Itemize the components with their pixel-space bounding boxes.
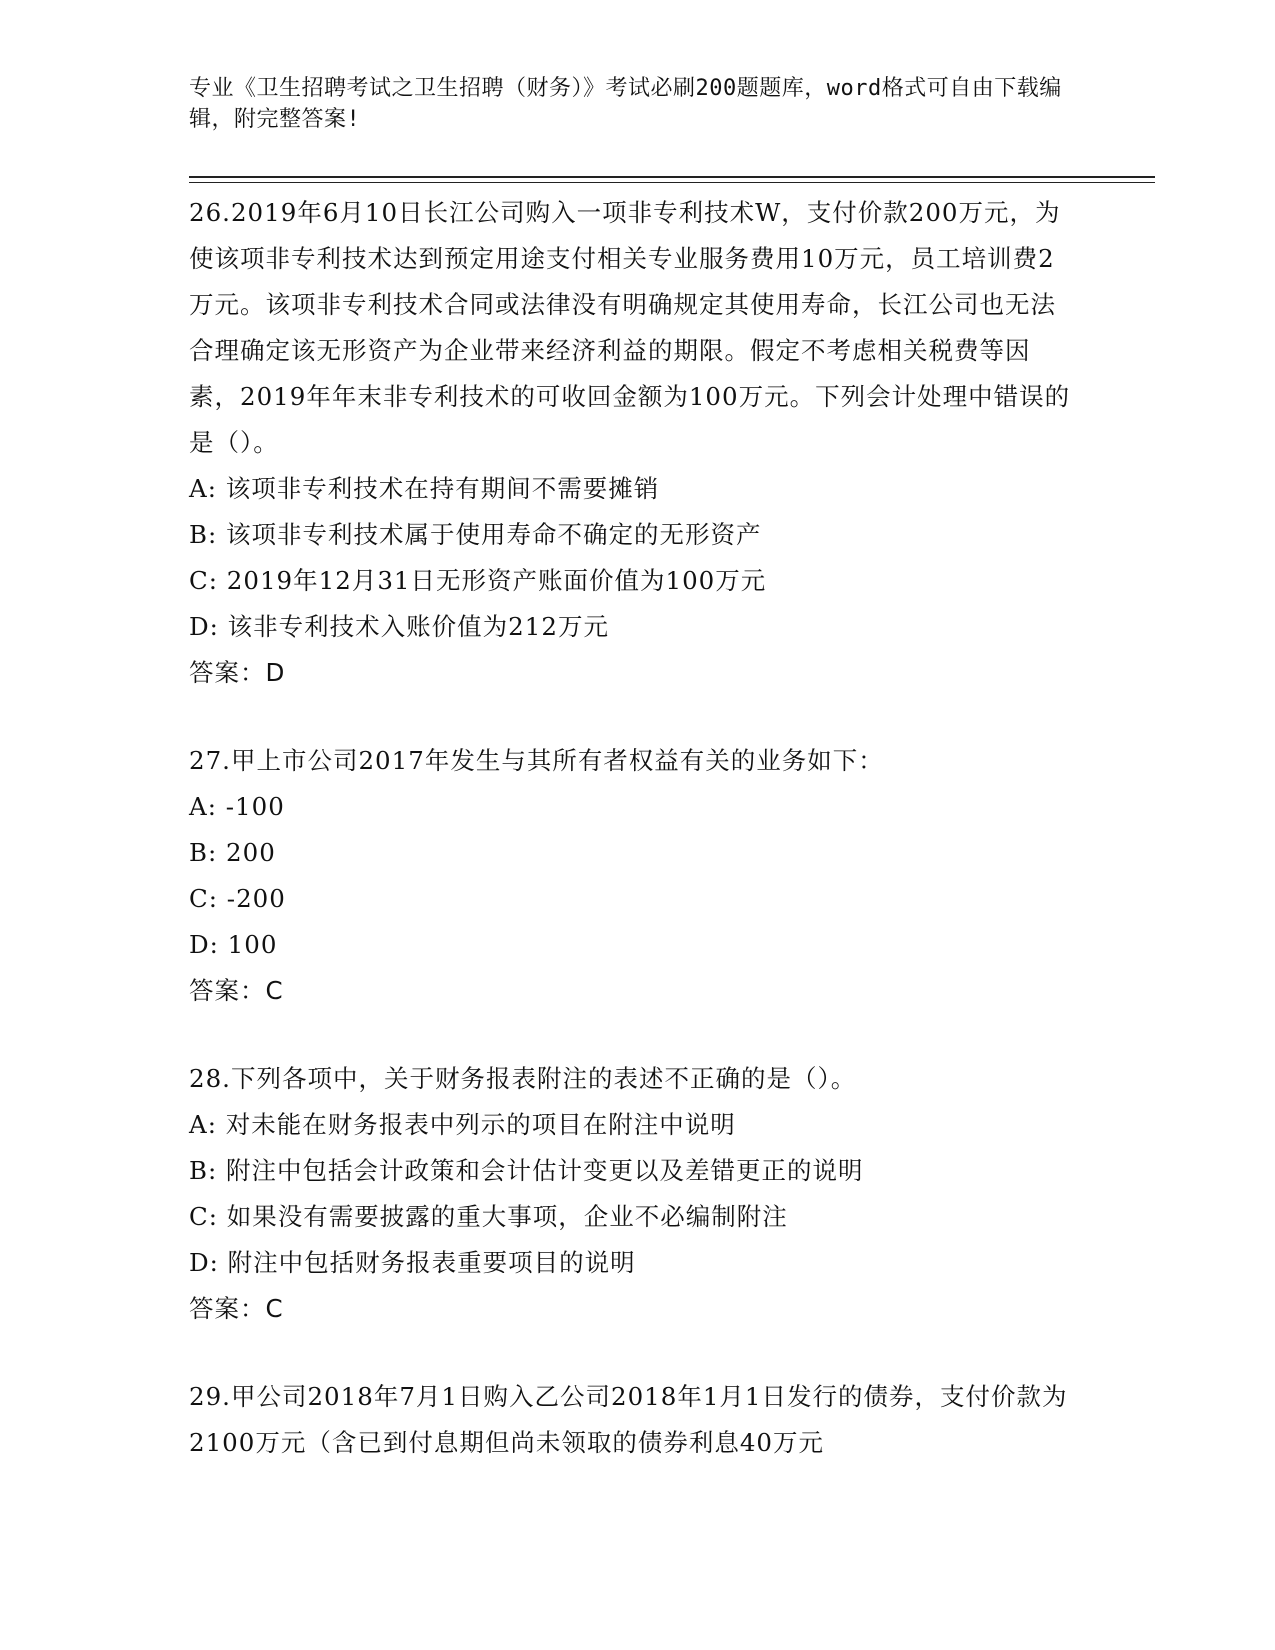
option-c: C: 2019年12月31日无形资产账面价值为100万元	[189, 566, 767, 595]
question-stem: 28.下列各项中，关于财务报表附注的表述不正确的是（）。	[189, 1064, 857, 1093]
answer-label: 答案：D	[189, 658, 286, 687]
option-c: C: 如果没有需要披露的重大事项，企业不必编制附注	[189, 1202, 788, 1231]
option-d: D: 附注中包括财务报表重要项目的说明	[189, 1248, 636, 1277]
option-d: D: 100	[189, 930, 278, 959]
option-b: B: 附注中包括会计政策和会计估计变更以及差错更正的说明	[189, 1156, 864, 1185]
option-a: A: -100	[189, 792, 285, 821]
question-stem: 29.甲公司2018年7月1日购入乙公司2018年1月1日发行的债券，支付价款为2100万元（含已到付息期但尚未领取的债券利息40万元	[189, 1382, 1068, 1457]
question-29	[189, 1374, 1079, 1466]
option-d: D: 该非专利技术入账价值为212万元	[189, 612, 609, 641]
answer-label: 答案：C	[189, 1294, 284, 1323]
answer-label: 答案：C	[189, 976, 284, 1005]
question-28	[189, 1056, 1079, 1332]
question-stem: 27.甲上市公司2017年发生与其所有者权益有关的业务如下：	[189, 746, 884, 775]
question-27	[189, 738, 1079, 1014]
option-a: A: 该项非专利技术在持有期间不需要摊销	[189, 474, 660, 503]
question-stem: 26.2019年6月10日长江公司购入一项非专利技术W，支付价款200万元，为使该项非专利技术达到预定用途支付相关专业服务费用10万元，员工培训费2万元。该项非专利技术合同或法律没有明确规定其使用寿命，长江公司也无法合理确定该无形资产为企业带来经济利益的期限。假定不考虑相关税费等因素，2019年年末非专利技术的可收回金额为100万元。下列会计处理中错误的是（）。	[189, 198, 1071, 457]
option-c: C: -200	[189, 884, 286, 913]
document-header: 专业《卫生招聘考试之卫生招聘（财务）》考试必刷200题题库，word格式可自由下载编辑，附完整答案!	[189, 76, 1062, 132]
option-b: B: 该项非专利技术属于使用寿命不确定的无形资产	[189, 520, 762, 549]
option-a: A: 对未能在财务报表中列示的项目在附注中说明	[189, 1110, 736, 1139]
option-b: B: 200	[189, 838, 276, 867]
question-26	[189, 190, 1079, 696]
header-divider-thick	[189, 176, 1155, 178]
header-divider-thin	[189, 182, 1155, 183]
question-list	[189, 190, 1079, 1508]
